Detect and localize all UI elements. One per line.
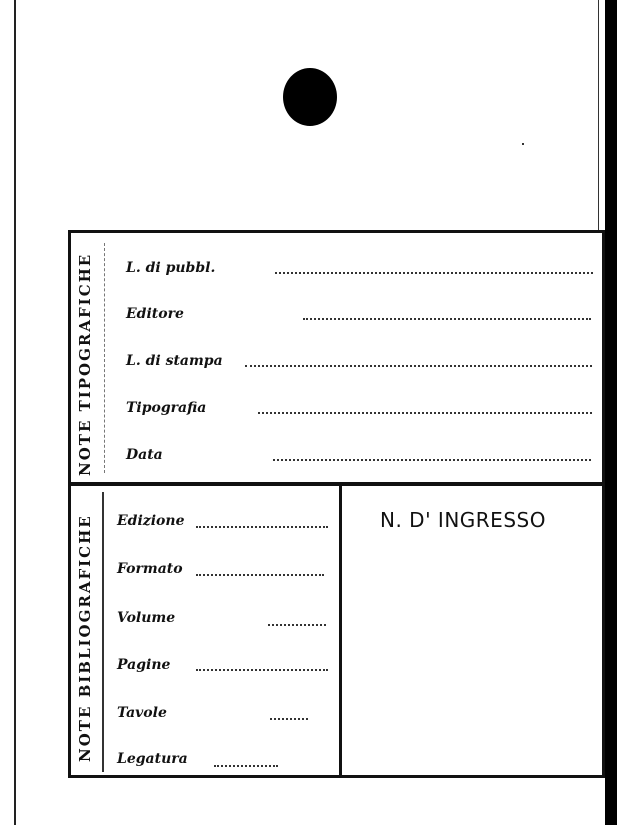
section-divider <box>68 482 605 486</box>
punch-hole <box>283 68 337 126</box>
column-divider <box>339 486 342 775</box>
field-tavole <box>117 705 167 721</box>
field-pagine <box>117 657 170 673</box>
page-edge-left <box>14 0 16 825</box>
field-volume <box>117 610 175 626</box>
field-label: Pagine <box>117 657 171 673</box>
field-luogo-pubblicazione <box>126 260 215 276</box>
speck <box>522 143 524 145</box>
field-label: L. di pubbl. <box>126 260 216 276</box>
field-label: Legatura <box>117 751 188 767</box>
field-data <box>126 447 163 463</box>
field-label: Volume <box>117 610 176 626</box>
inner-rule-top <box>104 243 106 473</box>
page-edge-right-thin <box>598 0 599 230</box>
field-editore <box>126 306 184 322</box>
field-label: Editore <box>126 306 184 322</box>
field-formato <box>117 561 183 577</box>
field-luogo-stampa <box>126 353 223 369</box>
ingresso-label: N. D' INGRESSO <box>380 508 546 532</box>
field-edizione <box>117 513 184 529</box>
field-label: Data <box>126 447 163 463</box>
field-legatura <box>117 751 188 767</box>
field-label: Formato <box>117 561 183 577</box>
field-label: Tipografia <box>126 400 207 416</box>
field-label: Tavole <box>117 705 167 721</box>
inner-rule-bottom <box>102 492 106 772</box>
field-label: L. di stampa <box>126 353 223 369</box>
section-title-tipografiche: NOTE TIPOGRAFICHE <box>76 252 94 476</box>
field-tipografia <box>126 400 206 416</box>
section-title-bibliografiche: NOTE BIBLIOGRAFICHE <box>76 514 94 762</box>
field-label: Edizione <box>117 513 185 529</box>
page-edge-right <box>605 0 617 825</box>
